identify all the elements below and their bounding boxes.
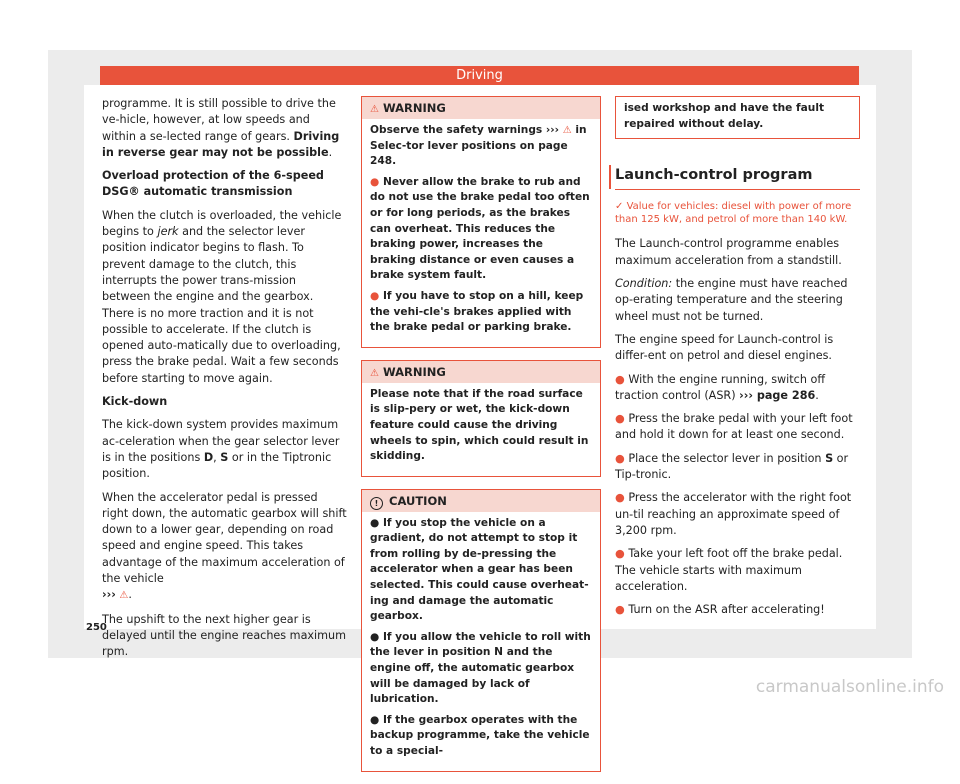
list-item: ● With the engine running, switch off traction control (ASR) ››› page 286. xyxy=(615,372,826,402)
section-title: Launch-control program xyxy=(615,157,860,190)
warning-box-continued xyxy=(615,96,860,139)
list-item: ● If you have to stop on a hill, keep the vehi-cle's brakes applied with the brake pedal or parking brake. xyxy=(370,289,584,334)
column-right xyxy=(615,96,860,625)
bullet-icon: ● xyxy=(615,412,625,426)
page-number: 250 xyxy=(86,622,107,633)
warning-triangle-icon: ⚠ xyxy=(370,104,379,115)
warning-intro: Observe the safety warnings ››› ⚠ in Selec-tor lever positions on page 248. xyxy=(370,124,587,168)
column-middle xyxy=(361,96,601,784)
bullet-icon: ● xyxy=(615,547,625,561)
section-header: Driving xyxy=(100,66,859,85)
bullet-icon: ● xyxy=(615,491,625,505)
bullet-icon: ● xyxy=(615,603,625,617)
list-item: ● Take your left foot off the brake pedal. The vehicle starts with maximum acceleration. xyxy=(615,547,843,593)
warning-text: Please note that if the road surface is slip-pery or wet, the kick-down feature could cause the driving wheels to spin, which could result in skidding. xyxy=(370,387,589,463)
applicability-note: ✓ Value for vehicles: diesel with power of more than 125 kW, and petrol of more than 140 kW. xyxy=(615,201,852,226)
paragraph: When the clutch is overloaded, the vehicle begins to jerk and the selector lever position indicator begins to flash. To prevent damage to the clutch, this interrupts the power trans-mission between the engine and the gearbox. There is no more traction and it is not possible to accelerate. If the clutch is opened auto-matically due to overloading, press the brake pedal. Wait a few seconds before starting to move again. xyxy=(102,208,342,385)
watermark: carmanualsonline.info xyxy=(755,677,944,697)
bullet-icon: ● xyxy=(615,451,625,465)
warning-box xyxy=(361,360,601,477)
list-item: ● If the gearbox operates with the backup programme, take the vehicle to a special- xyxy=(370,713,590,757)
column-left xyxy=(102,96,347,668)
warning-triangle-icon: ⚠ xyxy=(119,590,129,602)
subheading-kickdown: Kick-down xyxy=(102,395,168,409)
bullet-icon: ● xyxy=(370,289,380,302)
list-item: ● Never allow the brake to rub and do not use the brake pedal too often or for long periods, as the brakes can overheat. This reduces the braking power, increases the braking distance or even causes a brake system fault. xyxy=(370,175,590,282)
warning-body xyxy=(362,383,600,476)
bullet-icon: ● xyxy=(370,175,380,188)
paragraph: Condition: the engine must have reached op-erating temperature and the steering wheel must not be turned. xyxy=(615,277,848,323)
list-item: ● If you stop the vehicle on a gradient, do not attempt to stop it from rolling by de-pressing the accelerator when a gear has been selected. This could cause overheat-ing and damage the automatic gearbox. xyxy=(370,516,589,623)
caution-circle-icon: ! xyxy=(370,497,383,510)
list-item: ● Press the accelerator with the right foot un-til reaching an approximate speed of 3,200 rpm. xyxy=(615,491,852,537)
paragraph: The engine speed for Launch-control is differ-ent on petrol and diesel engines. xyxy=(615,332,834,363)
list-item: ● Place the selector lever in position S or Tip-tronic. xyxy=(615,451,849,482)
subheading-overload: Overload protection of the 6-speed DSG® automatic transmission xyxy=(102,169,324,199)
cross-reference-link[interactable]: ››› page 286 xyxy=(739,388,816,402)
caution-header: ! CAUTION xyxy=(362,490,600,512)
warning-body: ised workshop and have the fault repaired without delay. xyxy=(624,102,825,130)
cross-reference-link[interactable]: ››› xyxy=(545,124,560,136)
warning-box xyxy=(361,96,601,348)
list-item: ● Press the brake pedal with your left foot and hold it down for at least one second. xyxy=(615,412,853,442)
warning-triangle-icon: ⚠ xyxy=(562,125,572,136)
paragraph: The kick-down system provides maximum ac-celeration when the gear selector lever is in the positions D, S or in the Tiptronic position. xyxy=(102,418,340,481)
warning-header: ⚠ WARNING xyxy=(362,361,600,383)
warning-triangle-icon: ⚠ xyxy=(370,367,379,379)
list-item: ● If you allow the vehicle to roll with the lever in position N and the engine off, the automatic gearbox will be damaged by lack of lubrication. xyxy=(370,630,591,706)
check-icon: ✓ xyxy=(615,201,624,213)
paragraph: The Launch-control programme enables maximum acceleration from a standstill. xyxy=(615,237,842,267)
caution-box xyxy=(361,489,601,772)
warning-header: ⚠ WARNING xyxy=(362,97,600,119)
caution-body xyxy=(362,512,600,771)
paragraph: The upshift to the next higher gear is delayed until the engine reaches maximum rpm. xyxy=(102,612,347,659)
bullet-icon: ● xyxy=(615,372,625,386)
list-item: ● Turn on the ASR after accelerating! xyxy=(615,603,825,617)
cross-reference-link[interactable]: ››› xyxy=(102,588,116,602)
warning-body xyxy=(362,119,600,347)
paragraph: When the accelerator pedal is pressed right down, the automatic gearbox will shift down to a lower gear, depending on road speed and engine speed. This takes advantage of the maximum acceleration of the vehicle ››› ⚠. xyxy=(102,490,347,602)
paragraph: programme. It is still possible to drive the ve-hicle, however, at low speeds and within a se-lected range of gears. Driving in reverse gear may not be possible. xyxy=(102,97,340,159)
